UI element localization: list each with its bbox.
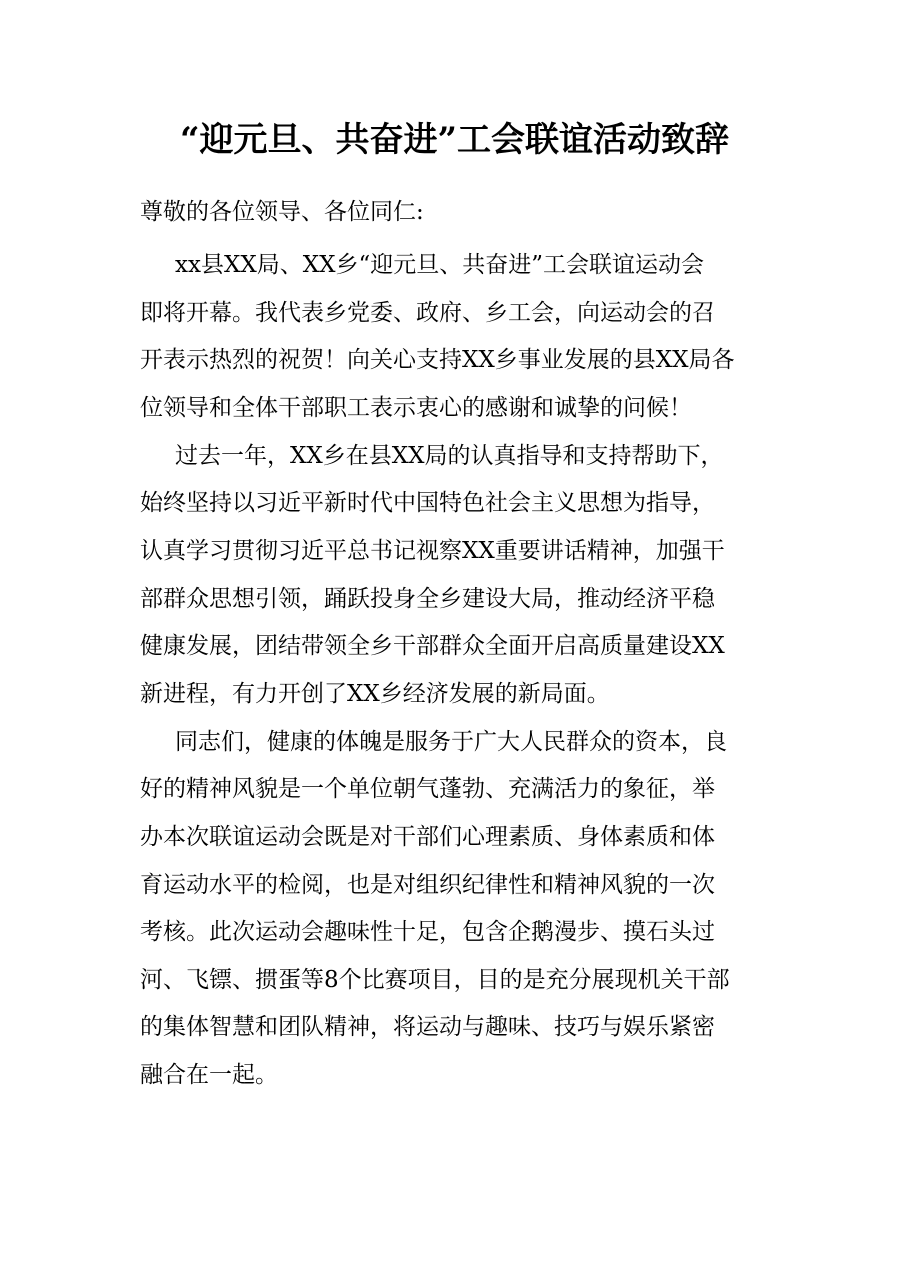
paragraph-1-line-2: 即将开幕。我代表乡党委、政府、乡工会，向运动会的召 <box>140 300 715 326</box>
paragraph-3-line-8: 融合在一起。 <box>140 1062 278 1088</box>
paragraph-3-line-6: 河、飞镖、掼蛋等8个比赛项目，目的是充分展现机关干部 <box>140 967 730 993</box>
paragraph-2-line-3: 认真学习贯彻习近平总书记视察XX重要讲话精神，加强干 <box>140 538 725 564</box>
paragraph-3-line-7: 的集体智慧和团队精神，将运动与趣味、技巧与娱乐紧密 <box>140 1014 715 1040</box>
paragraph-2-line-1: 过去一年，XX乡在县XX局的认真指导和支持帮助下， <box>175 443 724 469</box>
paragraph-1-line-1: xx县XX局、XX乡“迎元旦、共奋进”工会联谊运动会 <box>175 252 704 278</box>
salutation: 尊敬的各位领导、各位同仁: <box>140 199 424 225</box>
document-title: “迎元旦、共奋进”工会联谊活动致辞 <box>179 120 730 160</box>
paragraph-2-line-4: 部群众思想引领，踊跃投身全乡建设大局，推动经济平稳 <box>140 586 715 612</box>
paragraph-3-line-4: 育运动水平的检阅，也是对组织纪律性和精神风貌的一次 <box>140 872 715 898</box>
paragraph-3-line-3: 办本次联谊运动会既是对干部们心理素质、身体素质和体 <box>140 824 715 850</box>
paragraph-3-line-1: 同志们，健康的体魄是服务于广大人民群众的资本，良 <box>175 729 727 755</box>
paragraph-1-line-3: 开表示热烈的祝贺！向关心支持XX乡事业发展的县XX局各 <box>140 347 735 373</box>
paragraph-1-line-4: 位领导和全体干部职工表示衷心的感谢和诚挚的问候！ <box>140 395 692 421</box>
paragraph-2-line-2: 始终坚持以习近平新时代中国特色社会主义思想为指导， <box>140 490 715 516</box>
paragraph-2-line-5: 健康发展，团结带领全乡干部群众全面开启高质量建设XX <box>140 633 725 659</box>
paragraph-3-line-5: 考核。此次运动会趣味性十足，包含企鹅漫步、摸石头过 <box>140 919 715 945</box>
paragraph-2-line-6: 新进程，有力开创了XX乡经济发展的新局面。 <box>140 681 610 707</box>
paragraph-3-line-2: 好的精神风貌是一个单位朝气蓬勃、充满活力的象征，举 <box>140 776 715 802</box>
